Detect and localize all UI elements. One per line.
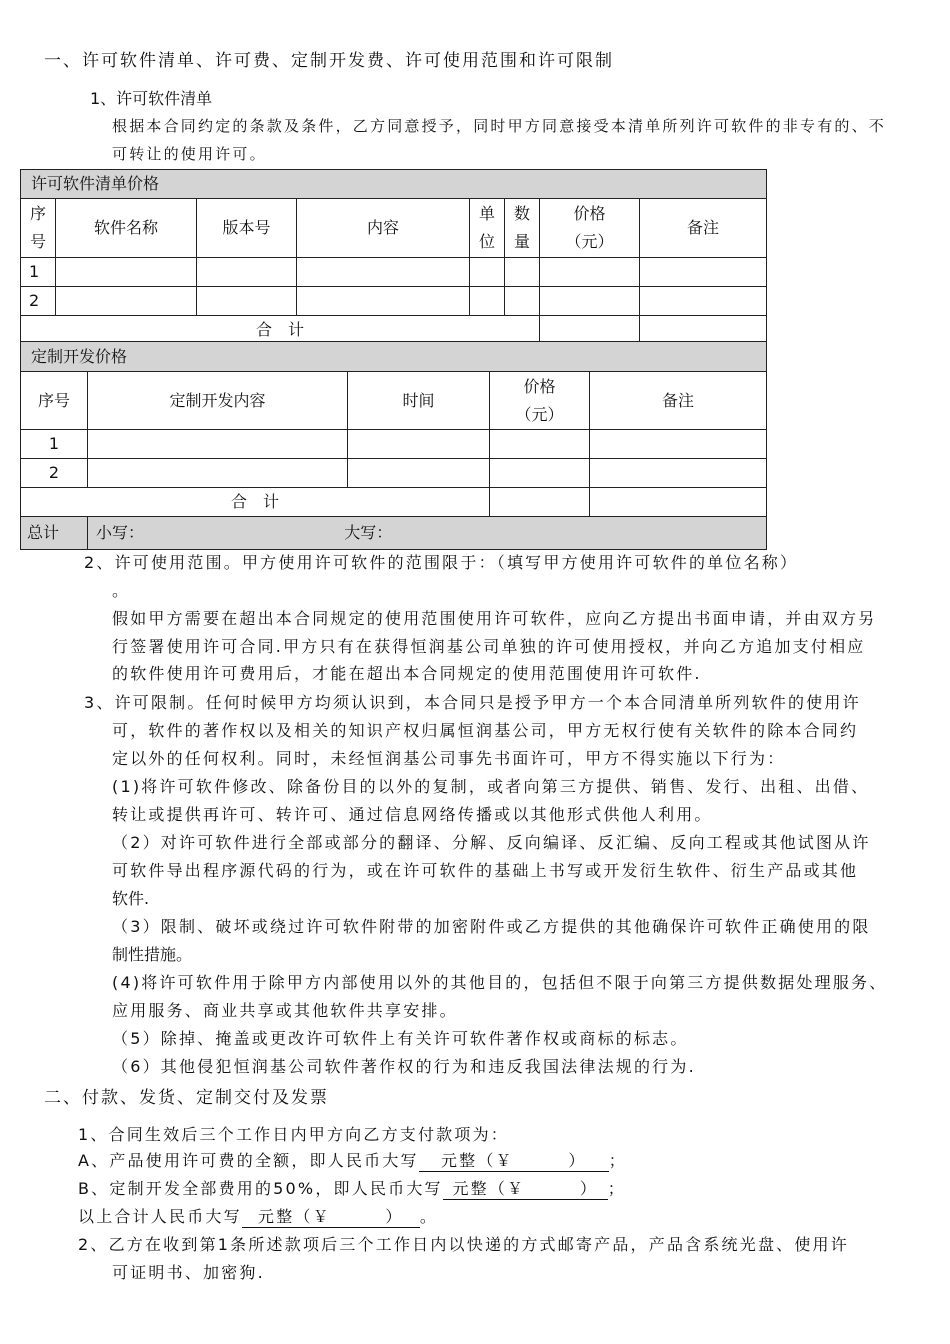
item3-p1-line2: 转让或提供再许可、转许可、通过信息网络传播或以其他形式供他人利用。 bbox=[112, 805, 713, 824]
item2-line1: 2、许可使用范围。甲方使用许可软件的范围限于：（填写甲方使用许可软件的单位名称） bbox=[84, 553, 799, 572]
header-time: 时间 bbox=[348, 372, 490, 430]
item3-p4-line1: (4)将许可软件用于除甲方内部使用以外的其他目的，包括但不限于向第三方提供数据处理服务、 bbox=[112, 973, 888, 992]
row-seq: 1 bbox=[21, 430, 88, 459]
license-table-title: 许可软件清单价格 bbox=[21, 170, 767, 199]
table-row bbox=[21, 459, 767, 488]
header-quantity: 数 量 bbox=[505, 199, 540, 258]
section-heading-1: 一、许可软件清单、许可费、定制开发费、许可使用范围和许可限制 bbox=[44, 51, 614, 71]
grand-total-row bbox=[21, 517, 767, 550]
header-note: 备注 bbox=[640, 199, 767, 258]
item3-p1-line1: (1)将许可软件修改、除备份目的以外的复制，或者向第三方提供、销售、发行、出租、出借、 bbox=[112, 777, 870, 796]
item2-line2: 。 bbox=[112, 581, 129, 600]
header-price: 价格 （元） bbox=[490, 372, 590, 430]
custom-total-row bbox=[21, 488, 767, 517]
grand-total-label: 总计 bbox=[21, 517, 88, 550]
item3-p2-line1: （2）对许可软件进行全部或部分的翻译、分解、反向编译、反汇编、反向工程或其他试图从许 bbox=[112, 833, 871, 852]
item3-p4-line2: 应用服务、商业共享或其他软件共享安排。 bbox=[112, 1001, 458, 1020]
item3-line2: 可，软件的著作权以及相关的知识产权归属恒润基公司，甲方无权行使有关软件的除本合同约 bbox=[112, 721, 859, 740]
small-amount-label: 小写： bbox=[96, 523, 145, 542]
header-unit: 单 位 bbox=[470, 199, 505, 258]
custom-dev-table bbox=[20, 341, 767, 550]
delivery-line2: 可证明书、加密狗. bbox=[112, 1263, 265, 1282]
item2-line3: 假如甲方需要在超出本合同规定的使用范围使用许可软件，应向乙方提出书面申请，并由双方另 bbox=[112, 609, 877, 628]
payment-intro: 1、合同生效后三个工作日内甲方向乙方支付款项为： bbox=[78, 1125, 509, 1144]
item3-line3: 定以外的任何权利。同时，未经恒润基公司事先书面许可，甲方不得实施以下行为： bbox=[112, 749, 786, 768]
item3-p5: （5）除掉、掩盖或更改许可软件上有关许可软件著作权或商标的标志。 bbox=[112, 1029, 689, 1048]
item2-line4: 行签署使用许可合同.甲方只有在获得恒润基公司单独的许可使用授权，并向乙方追加支付相应 bbox=[112, 637, 866, 656]
item3-p3-line1: （3）限制、破坏或绕过许可软件附带的加密附件或乙方提供的其他确保许可软件正确使用的限 bbox=[112, 917, 871, 936]
license-table-header bbox=[21, 199, 767, 258]
item3-p6: （6）其他侵犯恒润基公司软件著作权的行为和违反我国法律法规的行为. bbox=[112, 1057, 696, 1076]
row-seq: 2 bbox=[21, 287, 56, 316]
fill-blank-b[interactable]: 元整（￥ ） bbox=[443, 1179, 608, 1200]
payment-line-b: B、定制开发全部费用的50%，即人民币大写 元整（￥ ） ； bbox=[78, 1179, 626, 1198]
header-seq: 序号 bbox=[21, 372, 88, 430]
item1-text-line1: 根据本合同约定的条款及条件，乙方同意授予，同时甲方同意接受本清单所列许可软件的非专有的、不 bbox=[112, 117, 887, 135]
fill-blank-total[interactable]: 元整（￥ ） bbox=[242, 1207, 420, 1228]
header-content: 内容 bbox=[297, 199, 470, 258]
item3-line1: 3、许可限制。任何时候甲方均须认识到，本合同只是授予甲方一个本合同清单所列软件的使用许 bbox=[84, 693, 861, 712]
item3-p3-line2: 制性措施。 bbox=[112, 945, 193, 964]
header-price: 价格 （元） bbox=[540, 199, 640, 258]
item1-text-line2: 可转让的使用许可。 bbox=[112, 145, 267, 163]
item1-title: 1、许可软件清单 bbox=[90, 89, 213, 108]
header-seq: 序 号 bbox=[21, 199, 56, 258]
custom-total-label: 合 计 bbox=[21, 488, 490, 517]
table-row bbox=[21, 258, 767, 287]
payment-line-a: A、产品使用许可费的全额，即人民币大写 元整（￥ ） ； bbox=[78, 1151, 627, 1170]
header-dev-content: 定制开发内容 bbox=[88, 372, 348, 430]
header-note: 备注 bbox=[590, 372, 767, 430]
custom-table-title: 定制开发价格 bbox=[21, 342, 767, 372]
header-software-name: 软件名称 bbox=[56, 199, 197, 258]
item3-p2-line3: 软件. bbox=[112, 889, 150, 908]
header-version: 版本号 bbox=[197, 199, 297, 258]
custom-table-header bbox=[21, 372, 767, 430]
fill-blank-a[interactable]: 元整（￥ ） bbox=[419, 1151, 609, 1172]
item3-p2-line2: 可软件导出程序源代码的行为，或在许可软件的基础上书写或开发衍生软件、衍生产品或其他 bbox=[112, 861, 859, 880]
payment-line-total: 以上合计人民币大写 元整（￥ ） 。 bbox=[78, 1207, 439, 1226]
big-amount-label: 大写： bbox=[344, 523, 393, 542]
license-table bbox=[20, 169, 767, 345]
table-row bbox=[21, 287, 767, 316]
table-row bbox=[21, 430, 767, 459]
delivery-line1: 2、乙方在收到第1条所述款项后三个工作日内以快递的方式邮寄产品，产品含系统光盘、使用许 bbox=[78, 1235, 849, 1254]
section-heading-2: 二、付款、发货、定制交付及发票 bbox=[44, 1088, 329, 1108]
item2-line5: 的软件使用许可费用后，才能在超出本合同规定的使用范围使用许可软件. bbox=[112, 664, 702, 683]
row-seq: 2 bbox=[21, 459, 88, 488]
row-seq: 1 bbox=[21, 258, 56, 287]
license-total-label: 合 计 bbox=[21, 316, 540, 345]
